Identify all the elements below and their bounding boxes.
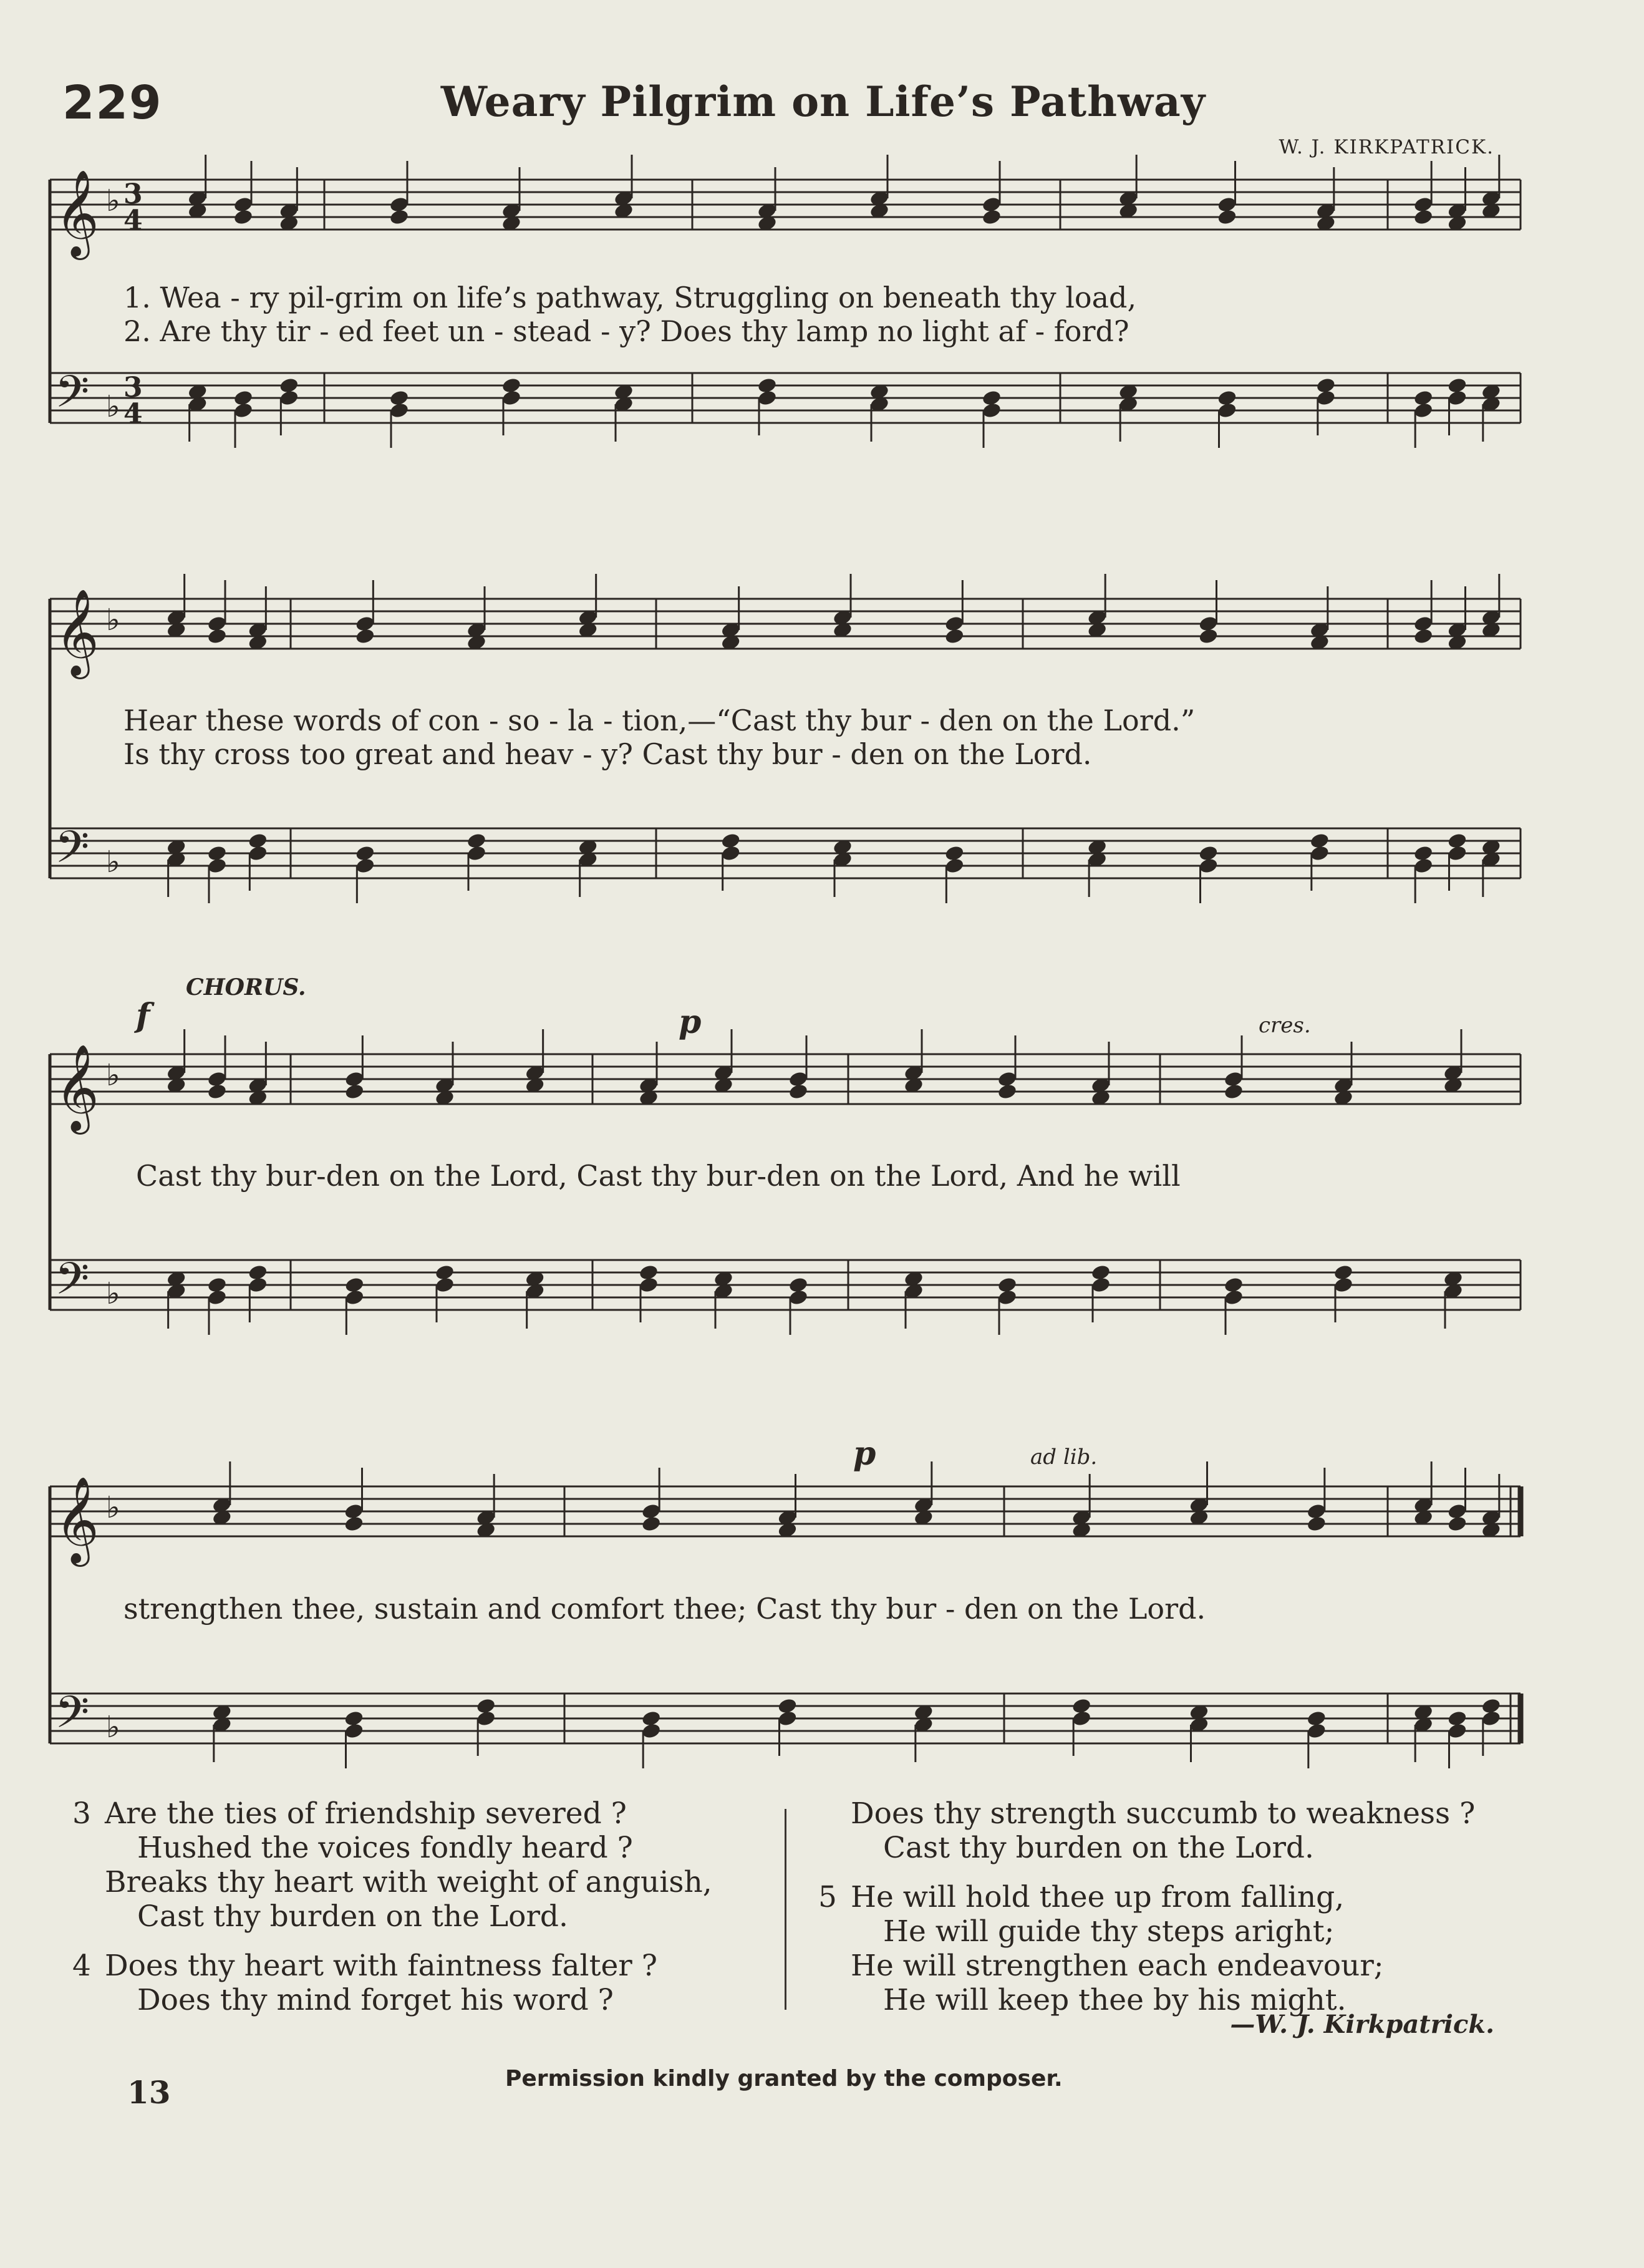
column-divider: [785, 1809, 786, 2010]
note-head: [344, 1083, 365, 1100]
note-head: [788, 1083, 808, 1100]
lyric-line: Is thy cross too great and heav - y? Cast thy bur - den on the Lord.: [123, 737, 1092, 771]
bass-clef-icon: 𝄢: [55, 1687, 90, 1749]
note-head: [233, 208, 253, 226]
flat-icon: ♭: [106, 1710, 120, 1745]
flat-icon: ♭: [106, 389, 120, 424]
dynamic-ad-lib: ad lib.: [1030, 1445, 1098, 1470]
time-signature: 3: [123, 372, 143, 404]
note-head: [1447, 1515, 1468, 1533]
flat-icon: ♭: [106, 183, 120, 218]
flat-icon: ♭: [106, 1490, 120, 1525]
note-head: [206, 1083, 227, 1100]
dynamic-piano: p: [679, 1003, 702, 1041]
note-head: [944, 628, 965, 645]
hymn-number: 229: [62, 76, 163, 130]
flat-icon: ♭: [106, 1058, 120, 1093]
flat-icon: ♭: [106, 603, 120, 637]
treble-clef-icon: 𝄞: [55, 170, 99, 256]
note-head: [1306, 1515, 1327, 1533]
bass-clef-icon: 𝄢: [55, 821, 90, 884]
bass-clef-icon: 𝄢: [55, 1253, 90, 1316]
note-head: [206, 628, 227, 645]
time-signature: 4: [123, 205, 143, 236]
note-head: [355, 628, 375, 645]
note-head: [389, 208, 409, 226]
composer: W. J. KIRKPATRICK.: [1279, 136, 1494, 158]
lyric-line: Hear these words of con - so - la - tion,—“Cast thy bur - den on the Lord.”: [123, 704, 1196, 737]
hymn-title: Weary Pilgrim on Life’s Pathway: [440, 77, 1206, 126]
lyric-line: strengthen thee, sustain and comfort thee; Cast thy bur - den on the Lord.: [123, 1592, 1206, 1626]
treble-clef-icon: 𝄞: [55, 1044, 99, 1131]
treble-clef-icon: 𝄞: [55, 589, 99, 676]
page-number: 13: [127, 2074, 171, 2111]
note-head: [1198, 628, 1219, 645]
permission-note: Permission kindly granted by the composer.: [505, 2066, 1063, 2091]
chorus-label: CHORUS.: [186, 974, 306, 1001]
verse-4-continued: Does thy strength succumb to weakness ? Cast thy burden on the Lord.: [851, 1796, 1476, 1865]
lyric-line: 1. Wea - ry pil-grim on life’s pathway, Struggling on beneath thy load,: [123, 281, 1137, 314]
dynamic-piano: p: [853, 1435, 876, 1473]
bass-clef-icon: 𝄢: [55, 366, 90, 429]
note-head: [641, 1515, 662, 1533]
lyric-line: 2. Are thy tir - ed feet un - stead - y? Does thy lamp no light af - ford?: [123, 314, 1129, 348]
note-head: [997, 1083, 1017, 1100]
author-credit: —W. J. Kirkpatrick.: [1230, 2010, 1494, 2039]
note-head: [981, 208, 1002, 226]
dynamic-forte: f: [136, 997, 150, 1035]
dynamic-crescendo: cres.: [1259, 1013, 1311, 1038]
lyric-line: Cast thy bur-den on the Lord, Cast thy bur-den on the Lord, And he will: [136, 1159, 1181, 1193]
note-head: [1413, 208, 1434, 226]
note-head: [1223, 1083, 1244, 1100]
note-head: [1217, 208, 1237, 226]
flat-icon: ♭: [106, 1276, 120, 1311]
flat-icon: ♭: [106, 845, 120, 880]
verse-3: 3 Are the ties of friendship severed ? Hushed the voices fondly heard ? Breaks thy heart with weight of anguish, Cast thy burden on the Lord.: [72, 1796, 712, 1934]
time-signature: 3: [123, 178, 143, 210]
treble-clef-icon: 𝄞: [55, 1476, 99, 1563]
verse-5: 5 He will hold thee up from falling, He will guide thy steps aright; He will strengthen each endeavour; He will keep thee by his might.: [818, 1880, 1384, 2017]
note-head: [344, 1515, 364, 1533]
time-signature: 4: [123, 398, 143, 430]
verse-4: 4 Does thy heart with faintness falter ? Does thy mind forget his word ?: [72, 1949, 657, 2017]
note-head: [1413, 628, 1434, 645]
